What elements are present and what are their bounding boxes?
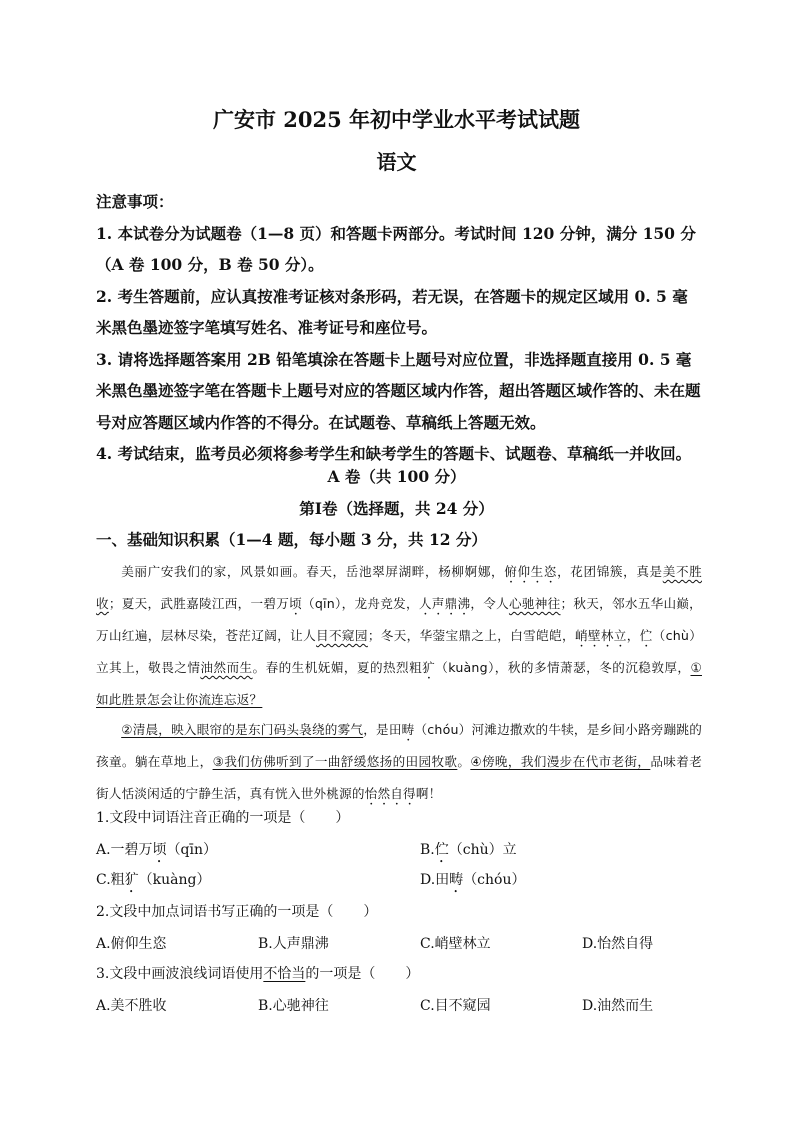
wavy-word: 油然而生 [200, 660, 253, 675]
q2-option-c[interactable]: C.峭壁林立 [420, 936, 491, 952]
passage-text: ，是田 [363, 722, 402, 737]
wavy-word: 心驰神往 [508, 596, 561, 611]
option-text: （kuàng） [138, 872, 211, 888]
note-item-3: 3. 请将选择题答案用 2B 铅笔填涂在答题卡上题号对应位置，非选择题直接用 0. 5 毫米黑色墨迹签字笔在答题卡上题号对应的答题区域内作答，超出答题区域作答的、未在题号对应答题区域内作答的不得分。在试题卷、草稿纸上答题无效。 [96, 349, 701, 432]
q2-option-a[interactable]: A.俯仰生恣 [96, 936, 167, 952]
q3-option-b[interactable]: B.心驰神往 [258, 998, 329, 1014]
exam-title: 广安市 2025 年初中学业水平考试试题 [212, 107, 581, 132]
dotted-char: 伫 [434, 842, 449, 858]
question-2-stem [96, 902, 716, 922]
option-text: （qīn） [166, 842, 218, 858]
notes-heading: 注意事项： [96, 192, 174, 211]
passage-paragraph-1 [96, 556, 702, 716]
option-text: C.粗 [96, 872, 125, 888]
section-juan1-heading: 第Ⅰ卷（选择题，共 24 分） [299, 499, 494, 518]
q3-option-a[interactable]: A.美不胜收 [96, 998, 167, 1014]
passage-text: 。春的生机妩媚，夏的热烈粗 [252, 660, 423, 675]
part1-heading: 一、基础知识积累（1—4 题，每小题 3 分，共 12 分） [96, 530, 487, 549]
q1-option-a[interactable] [96, 840, 217, 866]
dotted-char: 犷 [124, 872, 139, 888]
dotted-word: 俯仰生恣 [504, 564, 558, 579]
passage-text: 美丽广安我们的家，风景如画。春天，岳池翠屏湖畔，杨柳婀娜， [121, 564, 505, 579]
wavy-word: 目不窥园 [316, 628, 368, 643]
passage-text: ， [626, 628, 640, 643]
dotted-char: 伫 [639, 628, 653, 643]
dotted-char: 畴 [449, 872, 464, 888]
option-text: D.田 [420, 872, 450, 888]
underlined-sentence: ①如此胜景怎会让你流连忘返？ [96, 660, 702, 707]
underlined-word: 不恰当 [263, 966, 306, 982]
dotted-word: 怡然自得 [364, 786, 416, 801]
q1-option-b[interactable] [420, 840, 517, 866]
question-text: 3.文段中画波浪线词语使用 [96, 966, 264, 982]
q1-option-c[interactable] [96, 870, 211, 896]
dotted-char: 犷 [422, 660, 436, 675]
q2-option-b[interactable]: B.人声鼎沸 [258, 936, 329, 952]
underlined-sentence: ④傍晚，我们漫步在代市老街， [470, 754, 651, 769]
q2-option-d[interactable]: D.怡然自得 [582, 936, 654, 952]
subject-title: 语文 [376, 150, 417, 174]
q3-option-d[interactable]: D.油然而生 [582, 998, 654, 1014]
option-text: B. [420, 842, 435, 858]
passage-text: （qīn），龙舟竞发， [301, 596, 419, 611]
passage-text: 品味着老街人恬淡闲适的宁静生活，真有恍入世外桃源的 [96, 754, 702, 801]
option-text: （chù）立 [448, 842, 517, 858]
passage-text: ；夏天，武胜嘉陵江西，一碧万 [108, 596, 290, 611]
question-text: ） [363, 904, 378, 920]
section-a-heading: A 卷（共 100 分） [327, 467, 466, 486]
note-item-4: 4. 考试结束，监考员必须将参考学生和缺考学生的答题卡、试题卷、草稿纸一并收回。 [96, 444, 692, 463]
question-1-stem [96, 808, 716, 828]
dotted-char: 畴 [401, 722, 415, 737]
dotted-char: 顷 [152, 842, 167, 858]
note-item-1: 1. 本试卷分为试题卷（1—8 页）和答题卡两部分。考试时间 120 分钟，满分 150 分（A 卷 100 分，B 卷 50 分）。 [96, 223, 696, 274]
question-3-stem [96, 964, 716, 984]
underlined-sentence: ③我们仿佛听到了一曲舒缓悠扬的田园牧歌 [212, 754, 458, 769]
dotted-word: 人声鼎沸 [418, 596, 471, 611]
passage-text: （chù）立其上，敬畏之情 [96, 628, 703, 675]
question-text: ） [405, 966, 420, 982]
notes-section [96, 186, 702, 470]
underlined-sentence: ②清晨，映入眼帘的是东门码头袅绕的雾气 [121, 722, 364, 737]
passage-text: 。 [457, 754, 471, 769]
passage-text: ；秋天，邻水五华山巅，万山红遍，层林尽染，苍茫辽阔，让人 [96, 596, 702, 643]
passage-text: （chóu）河滩边撒欢的牛犊，是乡间小路旁蹦跳的孩童。躺在草地上， [96, 722, 702, 769]
question-text: 1.文段中词语注音正确的一项是（ [96, 810, 306, 826]
q3-option-c[interactable]: C.目不窥园 [420, 998, 491, 1014]
passage-text: ；冬天，华蓥宝鼎之上，白雪皑皑， [367, 628, 575, 643]
question-text: 的一项是（ [305, 966, 376, 982]
option-text: （chóu） [463, 872, 526, 888]
passage-text: ，花团锦簇，真是 [557, 564, 663, 579]
note-item-2: 2. 考生答题前，应认真按准考证核对条形码，若无误，在答题卡的规定区域用 0. 5 毫米黑色墨迹签字笔填写姓名、准考证号和座位号。 [96, 286, 688, 337]
option-text: A.一碧万 [96, 842, 153, 858]
passage-paragraph-2 [96, 714, 702, 810]
question-text: 2.文段中加点词语书写正确的一项是（ [96, 904, 334, 920]
passage-text: （kuàng），秋的多情萧瑟，冬的沉稳敦厚， [435, 660, 691, 675]
q1-option-d[interactable] [420, 870, 526, 896]
question-text: ） [335, 810, 350, 826]
passage-text: ，令人 [470, 596, 509, 611]
passage-text: 啊！ [415, 786, 442, 801]
wavy-word: 美不胜收 [96, 564, 702, 611]
dotted-char: 顷 [289, 596, 302, 611]
dotted-word: 峭壁林立 [574, 628, 627, 643]
